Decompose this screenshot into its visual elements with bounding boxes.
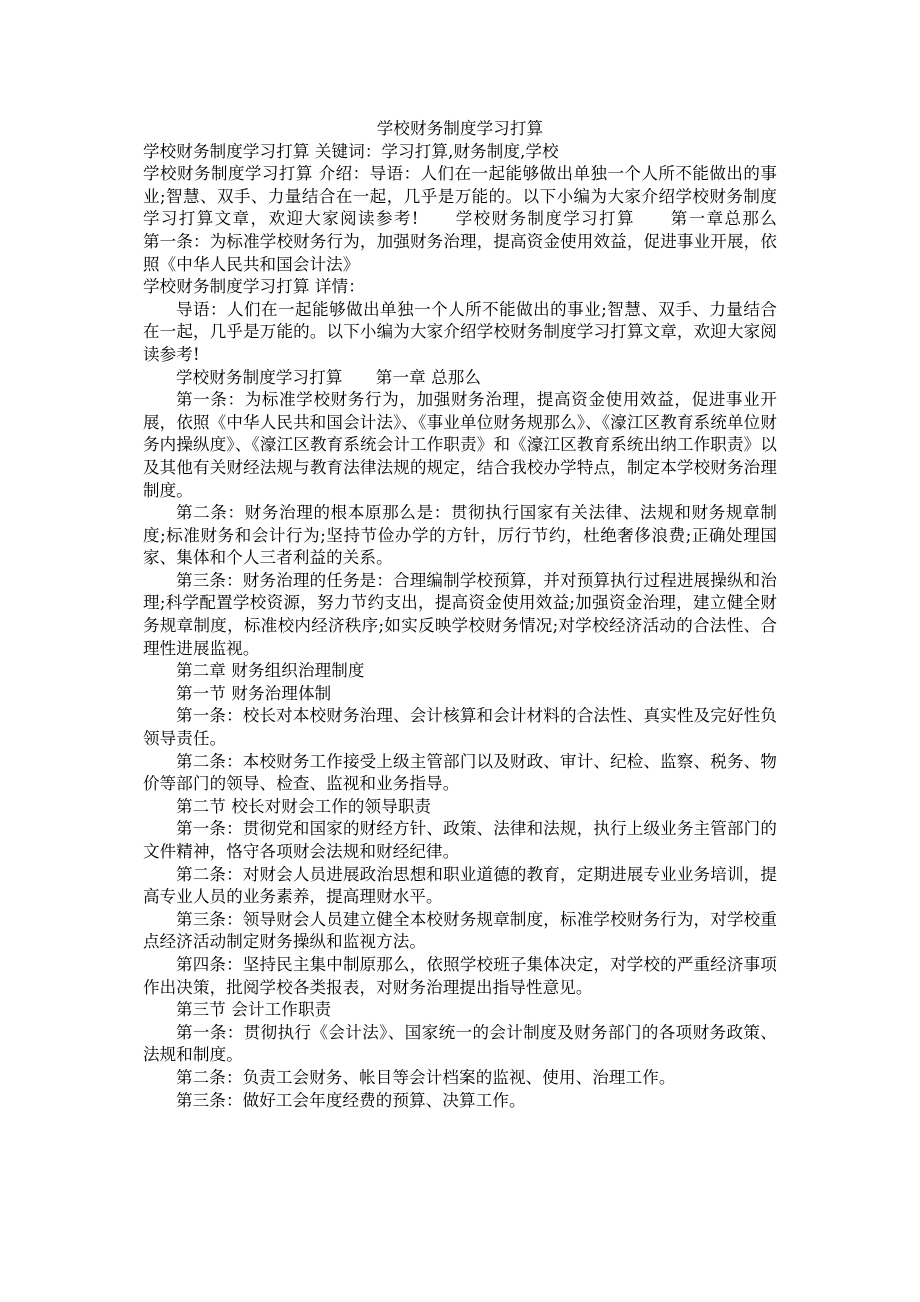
body-paragraph: 第二条：本校财务工作接受上级主管部门以及财政、审计、纪检、监察、税务、物价等部门的领导、检查、监视和业务指导。 <box>143 751 777 794</box>
chapter-heading: 学校财务制度学习打算 第一章 总那么 <box>176 367 482 387</box>
section-heading: 第三节 会计工作职责 <box>176 1000 332 1020</box>
body-paragraph: 第三条：财务治理的任务是：合理编制学校预算，并对预算执行过程进展操纵和治理;科学配置学校资源，努力节约支出，提高资金使用效益;加强资金治理，建立健全财务规章制度，标准校内经济秩序;如实反映学校财务情况;对学校经济活动的合法性、合理性进展监视。 <box>143 570 777 658</box>
chapter-heading: 第二章 财务组织治理制度 <box>176 661 365 681</box>
details-line: 学校财务制度学习打算 详情： <box>143 277 365 297</box>
section-heading: 第一节 财务治理体制 <box>176 683 332 703</box>
body-paragraph: 第二条：对财会人员进展政治思想和职业道德的教育，定期进展专业业务培训，提高专业人员的业务素养，提高理财水平。 <box>143 864 777 907</box>
intro-line: 学校财务制度学习打算 介绍：导语：人们在一起能够做出单独一个人所不能做出的事业;智慧、双手、力量结合在一起，几乎是万能的。以下小编为大家介绍学校财务制度学习打算文章，欢迎大家阅读参考! 学校财务制度学习打算 第一章总那么 第一条：为标准学校财务行为，加强财务治理，提高资金使用效益，促进事业开展，依照《中华人民共和国会计法》 <box>143 164 811 274</box>
body-paragraph: 第三条：做好工会年度经费的预算、决算工作。 <box>176 1090 526 1110</box>
body-paragraph: 第三条：领导财会人员建立健全本校财务规章制度，标准学校财务行为，对学校重点经济活动制定财务操纵和监视方法。 <box>143 909 777 952</box>
document-title: 学校财务制度学习打算 <box>376 119 544 138</box>
body-paragraph: 第一条：为标准学校财务行为，加强财务治理，提高资金使用效益，促进事业开展，依照《中华人民共和国会计法》、《事业单位财务规那么》、《濠江区教育系统单位财务内操纵度》、《濠江区教育系统会计工作职责》和《濠江区教育系统出纳工作职责》以及其他有关财经法规与教育法律法规的规定，结合我校办学特点，制定本学校财务治理制度。 <box>143 390 777 500</box>
body-paragraph: 导语：人们在一起能够做出单独一个人所不能做出的事业;智慧、双手、力量结合在一起，几乎是万能的。以下小编为大家介绍学校财务制度学习打算文章，欢迎大家阅读参考! <box>143 299 777 364</box>
body-paragraph: 第一条：贯彻执行《会计法》、国家统一的会计制度及财务部门的各项财务政策、法规和制度。 <box>143 1022 777 1065</box>
section-heading: 第二节 校长对财会工作的领导职责 <box>176 796 432 816</box>
body-paragraph: 第二条：财务治理的根本原那么是：贯彻执行国家有关法律、法规和财务规章制度;标准财务和会计行为;坚持节俭办学的方针，厉行节约，杜绝奢侈浪费;正确处理国家、集体和个人三者利益的关系。 <box>143 503 777 568</box>
body-paragraph: 第一条：贯彻党和国家的财经方针、政策、法律和法规，执行上级业务主管部门的文件精神，恪守各项财会法规和财经纪律。 <box>143 819 777 861</box>
body-paragraph: 第四条：坚持民主集中制原那么，依照学校班子集体决定，对学校的严重经济事项作出决策，批阅学校各类报表，对财务治理提出指导性意见。 <box>143 954 777 997</box>
document-page <box>143 118 811 1112</box>
body-paragraph: 第一条：校长对本校财务治理、会计核算和会计材料的合法性、真实性及完好性负领导责任。 <box>143 706 777 749</box>
keywords-line: 学校财务制度学习打算 关键词：学习打算,财务制度,学校 <box>143 141 559 161</box>
body-paragraph: 第二条：负责工会财务、帐目等会计档案的监视、使用、治理工作。 <box>176 1067 676 1087</box>
